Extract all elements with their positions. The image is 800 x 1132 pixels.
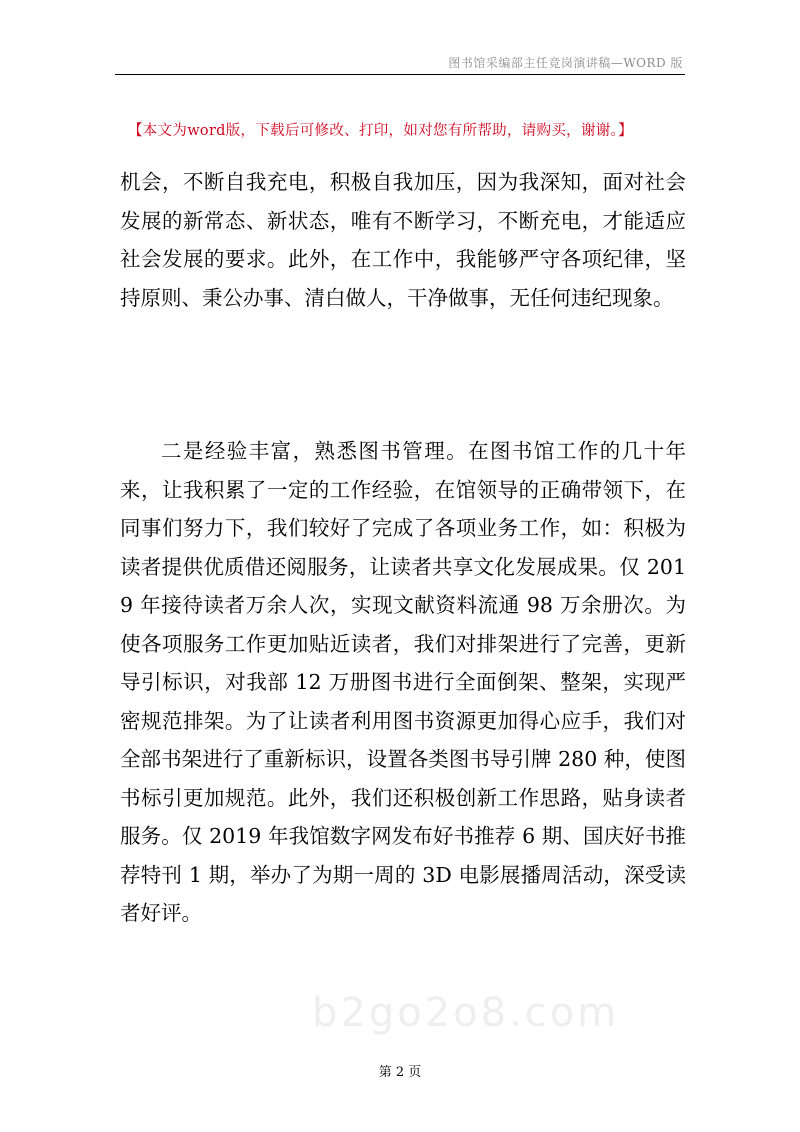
- body-paragraph-1: 机会，不断自我充电，积极自我加压，因为我深知，面对社会发展的新常态、新状态，唯有不断学习，不断充电，才能适应社会发展的要求。此外，在工作中，我能够严守各项纪律，坚持原则、秉公办事、清白做人，干净做事，无任何违纪现象。: [120, 170, 686, 310]
- document-header-title: 图书馆采编部主任竞岗演讲稿—WORD 版: [448, 56, 683, 70]
- download-notice: 【本文为word版，下载后可修改、打印，如对您有所帮助，请购买，谢谢。】: [128, 123, 633, 139]
- header-divider: [115, 74, 685, 75]
- watermark: b2go2o8.com: [312, 990, 620, 1036]
- page-number: 第 2 页: [378, 1065, 422, 1080]
- body-paragraph-2: 二是经验丰富，熟悉图书管理。在图书馆工作的几十年来，让我积累了一定的工作经验，在馆领导的正确带领下，在同事们努力下，我们较好了完成了各项业务工作，如：积极为读者提供优质借还阅服务，让读者共享文化发展成果。仅 2019 年接待读者万余人次，实现文献资料流通 98 万余册次。为使各项服务工作更加贴近读者，我们对排架进行了完善，更新导引标识，对我部 12 万册图书进行全面倒架、整架，实现严密规范排架。为了让读者利用图书资源更加得心应手，我们对全部书架进行了重新标识，设置各类图书导引牌 280 种，使图书标引更加规范。此外，我们还积极创新工作思路，贴身读者服务。仅 2019 年我馆数字网发布好书推荐 6 期、国庆好书推荐特刊 1 期，举办了为期一周的 3D 电影展播周活动，深受读者好评。: [120, 439, 686, 925]
